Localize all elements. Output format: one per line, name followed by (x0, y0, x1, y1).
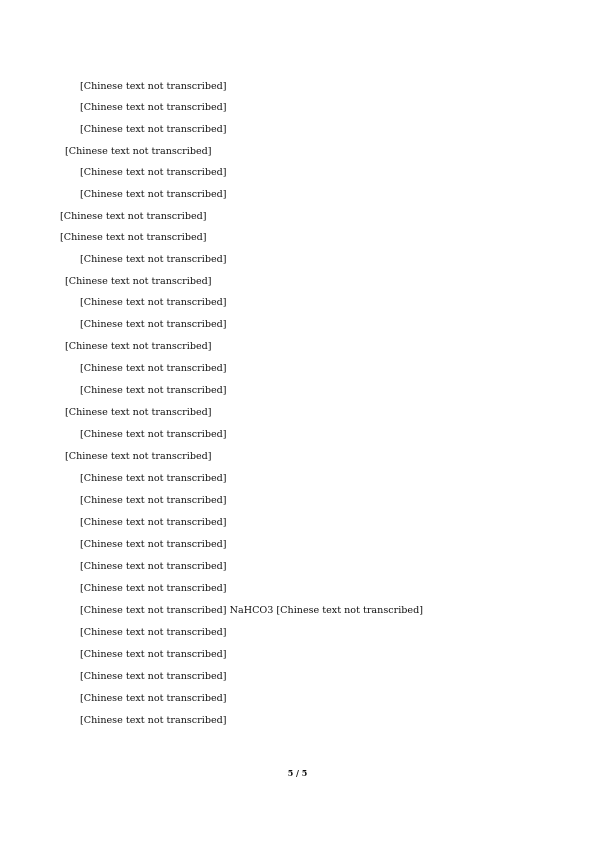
line-12: [Chinese text not transcribed] (80, 319, 227, 330)
page-number: 5 / 5 (287, 768, 308, 778)
line-19: [Chinese text not transcribed] (80, 473, 227, 484)
line-9: [Chinese text not transcribed] (80, 254, 227, 265)
line-4: [Chinese text not transcribed] (65, 146, 212, 157)
line-18: [Chinese text not transcribed] (65, 451, 212, 462)
line-27: [Chinese text not transcribed] (80, 649, 227, 660)
line-6: [Chinese text not transcribed] (80, 189, 227, 200)
line-11: [Chinese text not transcribed] (80, 297, 227, 308)
line-7: [Chinese text not transcribed] (60, 211, 207, 222)
line-14: [Chinese text not transcribed] (80, 363, 227, 374)
line-23: [Chinese text not transcribed] (80, 561, 227, 572)
line-8: [Chinese text not transcribed] (60, 232, 207, 243)
line-24: [Chinese text not transcribed] (80, 583, 227, 594)
line-17: [Chinese text not transcribed] (80, 429, 227, 440)
line-15: [Chinese text not transcribed] (80, 385, 227, 396)
line-2: [Chinese text not transcribed] (80, 102, 227, 113)
line-22: [Chinese text not transcribed] (80, 539, 227, 550)
line-30: [Chinese text not transcribed] (80, 715, 227, 726)
line-10: [Chinese text not transcribed] (65, 276, 212, 287)
line-5: [Chinese text not transcribed] (80, 167, 227, 178)
line-13: [Chinese text not transcribed] (65, 341, 212, 352)
line-25: [Chinese text not transcribed] NaHCO3 [Chinese text not transcribed] (80, 605, 423, 616)
line-26: [Chinese text not transcribed] (80, 627, 227, 638)
line-3: [Chinese text not transcribed] (80, 124, 227, 135)
line-1: [Chinese text not transcribed] (80, 81, 227, 92)
line-16: [Chinese text not transcribed] (65, 407, 212, 418)
line-20: [Chinese text not transcribed] (80, 495, 227, 506)
line-28: [Chinese text not transcribed] (80, 671, 227, 682)
line-21: [Chinese text not transcribed] (80, 517, 227, 528)
line-29: [Chinese text not transcribed] (80, 693, 227, 704)
